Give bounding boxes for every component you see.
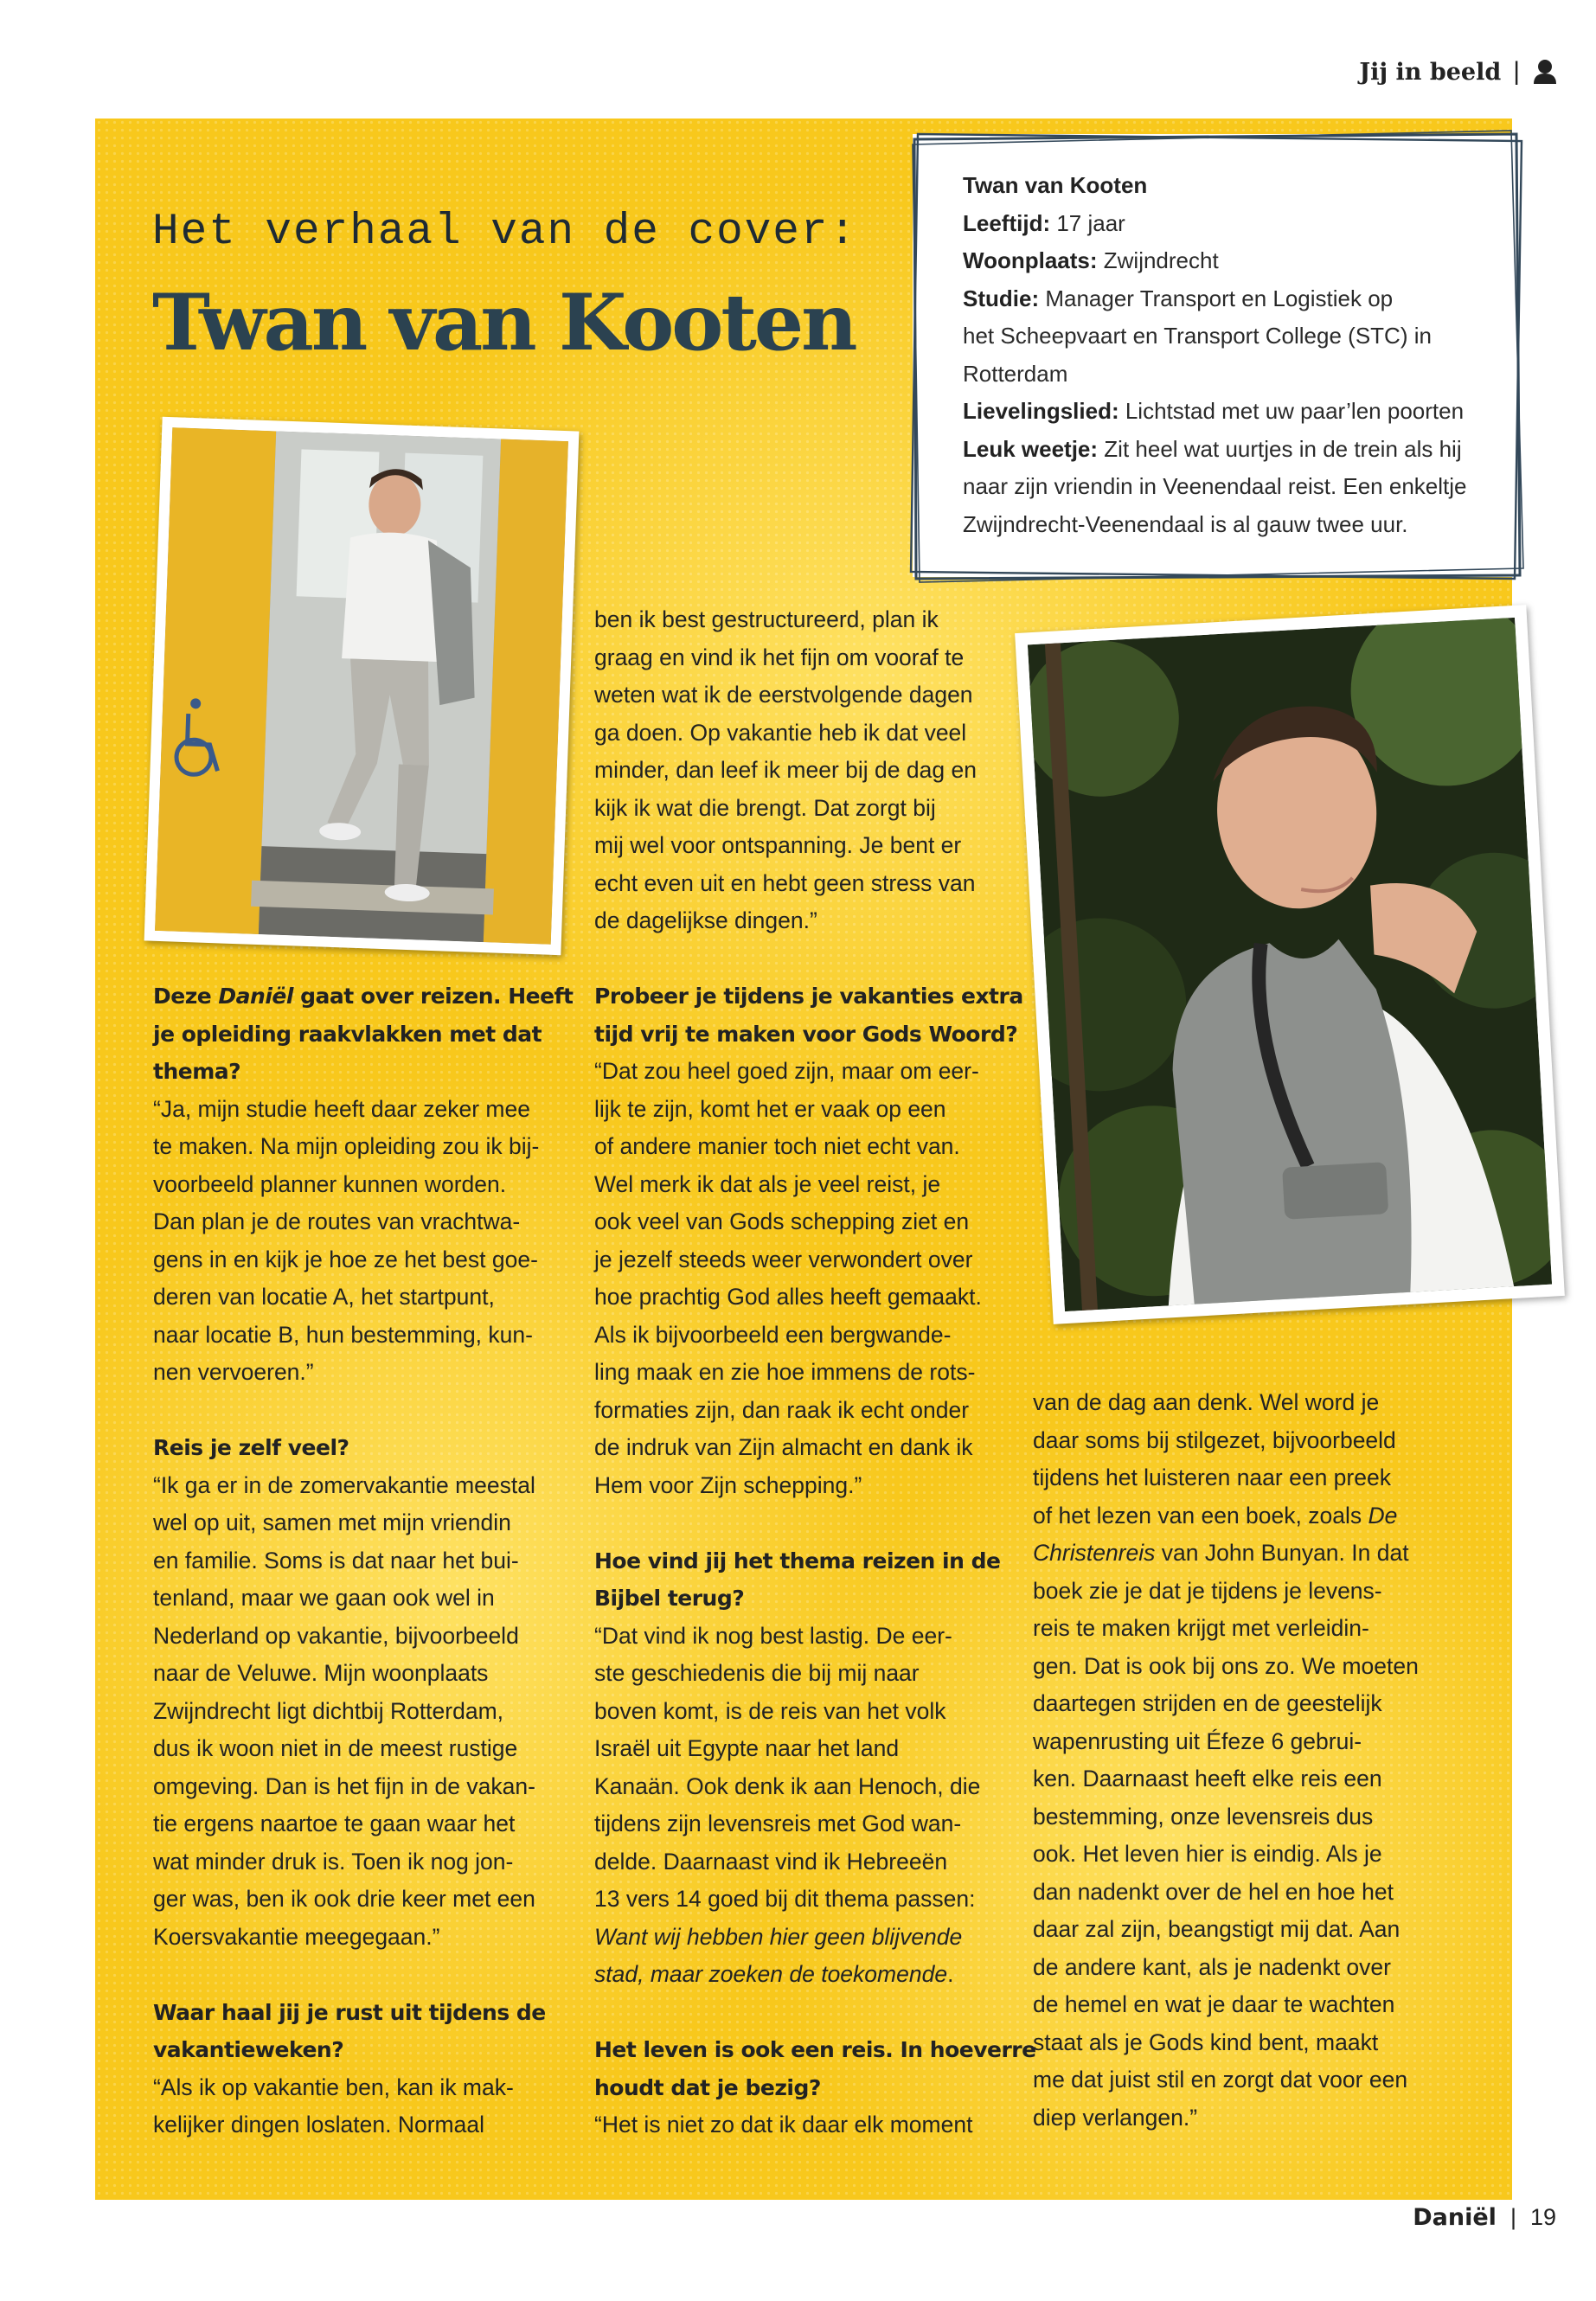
person-icon <box>1532 58 1558 86</box>
answer-3-cont-line: graag en vind ik het fijn om vooraf te <box>594 644 965 670</box>
answer-4-line: ook veel van Gods schepping ziet en <box>594 1208 970 1234</box>
answer-6-cont-line: reis te maken krijgt met verleidin- <box>1033 1615 1369 1641</box>
answer-5-line: “Dat vind ik nog best lastig. De eer- <box>594 1622 952 1649</box>
answer-4-line: Hem voor Zijn schepping.” <box>594 1471 862 1498</box>
answer-3-cont-line: ben ik best gestructureerd, plan ik <box>594 606 939 632</box>
answer-5-line: ste geschiedenis die bij mij naar <box>594 1660 920 1686</box>
profile-fact-2: naar zijn vriendin in Veenendaal reist. Een enkeltje <box>963 473 1467 499</box>
answer-1-line: “Ja, mijn studie heeft daar zeker mee <box>153 1095 530 1122</box>
answer-2-line: dus ik woon niet in de meest rustige <box>153 1735 518 1761</box>
answer-4-line: formaties zijn, dan raak ik echt onder <box>594 1396 970 1423</box>
answer-2-line: omgeving. Dan is het fijn in de vakan- <box>153 1772 535 1799</box>
question-2: Reis je zelf veel? <box>153 1435 349 1460</box>
bible-quote-line-2: stad, maar zoeken de toekomende. <box>594 1961 954 1987</box>
column-1 <box>153 977 573 2144</box>
question-1: Deze Daniël gaat over reizen. Heeft <box>153 984 574 1009</box>
footer-separator: | <box>1509 2204 1516 2230</box>
column-2 <box>594 601 1036 2144</box>
answer-2-line: Koersvakantie meegegaan.” <box>153 1923 440 1950</box>
train-photo-illustration <box>155 427 568 945</box>
answer-2-line: naar de Veluwe. Mijn woonplaats <box>153 1660 489 1686</box>
answer-6-cont-line: de andere kant, als je nadenkt over <box>1033 1953 1391 1980</box>
answer-6-cont-line: daar zal zijn, beangstigt mij dat. Aan <box>1033 1916 1401 1942</box>
answer-6-cont-line: boek zie je dat je tijdens je levens- <box>1033 1577 1382 1604</box>
section-title: Jij in beeld <box>1359 58 1502 86</box>
answer-3-line: kelijker dingen loslaten. Normaal <box>153 2112 484 2138</box>
profile-study: Studie: Manager Transport en Logistiek op <box>963 285 1394 311</box>
answer-5-line: delde. Daarnaast vind ik Hebreeën <box>594 1848 948 1875</box>
answer-4-line: hoe prachtig God alles heeft gemaakt. <box>594 1284 982 1310</box>
question-5-line-2: Bijbel terug? <box>594 1586 745 1611</box>
answer-6-cont-line: wapenrusting uit Éfeze 6 gebrui- <box>1033 1727 1362 1754</box>
answer-1-line: nen vervoeren.” <box>153 1359 314 1385</box>
answer-6-cont-line: gen. Dat is ook bij ons zo. We moeten <box>1033 1652 1419 1679</box>
section-tag <box>1359 57 1558 87</box>
answer-6-cont-line: van de dag aan denk. Wel word je <box>1033 1389 1380 1415</box>
profile-residence: Woonplaats: Zwijndrecht <box>963 247 1219 273</box>
question-1-line-2: je opleiding raakvlakken met dat <box>153 1021 542 1047</box>
answer-3-cont-line: minder, dan leef ik meer bij de dag en <box>594 757 977 783</box>
answer-2-line: wat minder druk is. Toen ik nog jon- <box>153 1848 514 1875</box>
column-3 <box>1033 1384 1419 2137</box>
profile-name: Twan van Kooten <box>963 172 1148 198</box>
answer-4-line: lijk te zijn, komt het er vaak op een <box>594 1095 946 1122</box>
bible-quote: Want wij hebben hier geen blijvende <box>594 1923 963 1950</box>
answer-4-line: “Dat zou heel goed zijn, maar om eer- <box>594 1058 979 1084</box>
profile-age: Leeftijd: 17 jaar <box>963 209 1125 236</box>
answer-4-line: je jezelf steeds weer verwondert over <box>594 1246 973 1272</box>
question-6: Het leven is ook een reis. In hoeverre <box>594 2037 1036 2062</box>
answer-6-cont-line: diep verlangen.” <box>1033 2104 1198 2131</box>
forest-photo-illustration <box>1028 618 1552 1311</box>
answer-6-cont-line: Christenreis van John Bunyan. In dat <box>1033 1540 1409 1566</box>
answer-3-cont-line: ga doen. Op vakantie heb ik dat veel <box>594 719 967 746</box>
answer-4-line: Als ik bijvoorbeeld een bergwande- <box>594 1321 952 1348</box>
answer-5-line: boven komt, is de reis van het volk <box>594 1697 946 1724</box>
article-title: Twan van Kooten <box>152 277 856 369</box>
answer-1-line: te maken. Na mijn opleiding zou ik bij- <box>153 1133 540 1159</box>
answer-6-cont-line: de hemel en wat je daar te wachten <box>1033 1991 1395 2017</box>
answer-3-line: “Als ik op vakantie ben, kan ik mak- <box>153 2073 514 2100</box>
answer-1-line: voorbeeld planner kunnen worden. <box>153 1170 507 1197</box>
page-footer <box>1413 2204 1556 2231</box>
profile-study-2: het Scheepvaart en Transport College (STC) in <box>963 323 1432 349</box>
answer-6-cont-line: bestemming, onze levensreis dus <box>1033 1803 1374 1830</box>
answer-4-line: Wel merk ik dat als je veel reist, je <box>594 1170 941 1197</box>
answer-2-line: tie ergens naartoe te gaan waar het <box>153 1811 516 1836</box>
answer-6-cont-line: ken. Daarnaast heeft elke reis een <box>1033 1766 1382 1791</box>
answer-6-cont-line: dan nadenkt over de hel en hoe het <box>1033 1878 1394 1905</box>
article-kicker: Het verhaal van de cover: <box>152 208 858 257</box>
page-number: 19 <box>1529 2204 1556 2230</box>
profile-lines <box>963 167 1499 543</box>
answer-4-line: of andere manier toch niet echt van. <box>594 1133 960 1159</box>
answer-5-line: Israël uit Egypte naar het land <box>594 1735 900 1761</box>
answer-6-cont-line: me dat juist stil en zorgt dat voor een <box>1033 2067 1408 2093</box>
answer-2-line: Nederland op vakantie, bijvoorbeeld <box>153 1622 519 1649</box>
answer-5-line: 13 vers 14 goed bij dit thema passen: <box>594 1886 976 1912</box>
question-4: Probeer je tijdens je vakanties extra <box>594 984 1023 1009</box>
question-1-line-3: thema? <box>153 1059 241 1084</box>
answer-1-line: deren van locatie A, het startpunt, <box>153 1284 495 1310</box>
answer-1-line: naar locatie B, hun bestemming, kun- <box>153 1321 533 1348</box>
answer-6-cont-line: daartegen strijden en de geestelijk <box>1033 1690 1382 1716</box>
answer-3-cont-line: de dagelijkse dingen.” <box>594 907 817 933</box>
answer-6-cont-line: tijdens het luisteren naar een preek <box>1033 1465 1391 1490</box>
answer-3-cont-line: echt even uit en hebt geen stress van <box>594 869 976 896</box>
answer-3-cont-line: mij wel voor ontspanning. Je bent er <box>594 832 962 858</box>
section-separator: | <box>1513 57 1520 86</box>
answer-5-line: Kanaän. Ook denk ik aan Henoch, die <box>594 1772 981 1799</box>
answer-5-line: tijdens zijn levensreis met God wan- <box>594 1811 962 1836</box>
answer-2-line: tenland, maar we gaan ook wel in <box>153 1585 495 1611</box>
answer-3-cont-line: kijk ik wat die brengt. Dat zorgt bij <box>594 794 936 821</box>
answer-4-line: de indruk van Zijn almacht en dank ik <box>594 1434 973 1460</box>
question-5: Hoe vind jij het thema reizen in de <box>594 1548 1001 1574</box>
question-3: Waar haal jij je rust uit tijdens de <box>153 1999 546 2025</box>
answer-6-cont-line: staat als je Gods kind bent, maakt <box>1033 2029 1379 2055</box>
question-4-line-2: tijd vrij te maken voor Gods Woord? <box>594 1021 1018 1047</box>
profile-box <box>913 134 1518 577</box>
profile-song: Lievelingslied: Lichtstad met uw paar’len poorten <box>963 398 1465 424</box>
answer-3-cont-line: weten wat ik de eerstvolgende dagen <box>594 682 973 708</box>
photo-train <box>144 417 580 955</box>
answer-6-line: “Het is niet zo dat ik daar elk moment <box>594 2112 973 2138</box>
answer-6-cont-line: of het lezen van een boek, zoals De <box>1033 1502 1398 1529</box>
answer-2-line: en familie. Soms is dat naar het bui- <box>153 1547 519 1574</box>
profile-fact-3: Zwijndrecht-Veenendaal is al gauw twee uur. <box>963 510 1408 537</box>
profile-study-3: Rotterdam <box>963 360 1068 387</box>
answer-4-line: ling maak en zie hoe immens de rots- <box>594 1359 976 1385</box>
answer-6-cont-line: ook. Het leven hier is eindig. Als je <box>1033 1841 1382 1867</box>
answer-1-line: Dan plan je de routes van vrachtwa- <box>153 1208 521 1234</box>
photo-forest <box>1015 605 1565 1324</box>
answer-2-line: wel op uit, samen met mijn vriendin <box>153 1509 511 1535</box>
answer-1-line: gens in en kijk je hoe ze het best goe- <box>153 1246 538 1272</box>
profile-fact: Leuk weetje: Zit heel wat uurtjes in de trein als hij <box>963 435 1462 462</box>
question-3-line-2: vakantieweken? <box>153 2037 344 2062</box>
answer-2-line: Zwijndrecht ligt dichtbij Rotterdam, <box>153 1697 504 1724</box>
magazine-name: Daniël <box>1413 2204 1497 2231</box>
answer-2-line: ger was, ben ik ook drie keer met een <box>153 1886 535 1912</box>
answer-6-cont-line: daar soms bij stilgezet, bijvoorbeeld <box>1033 1426 1396 1453</box>
question-6-line-2: houdt dat je bezig? <box>594 2074 821 2100</box>
answer-2-line: “Ik ga er in de zomervakantie meestal <box>153 1471 535 1498</box>
